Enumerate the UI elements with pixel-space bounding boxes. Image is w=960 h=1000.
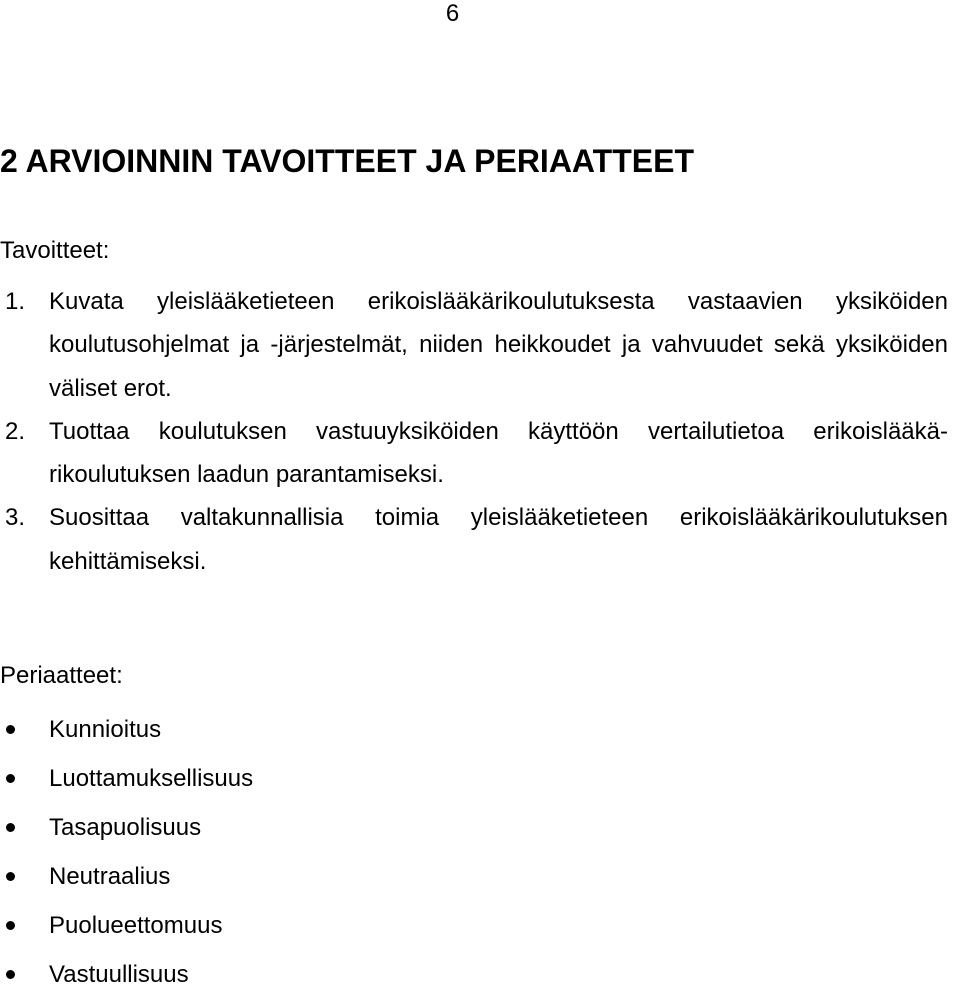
- principle-item: [0, 852, 253, 901]
- goal-text: Tuottaa koulutuksen vastuuyksiköiden käyttöön vertailutietoa erikoislääkärikoulutuksen laadun parantamiseksi.: [49, 417, 948, 489]
- principle-text: Neutraalius: [49, 863, 171, 891]
- principle-item: [0, 901, 253, 950]
- goal-number: 1.: [5, 288, 26, 315]
- principles-list: [0, 705, 253, 1000]
- bullet-icon: [6, 823, 15, 832]
- bullet-icon: [6, 921, 15, 930]
- principle-text: Luottamuksellisuus: [49, 765, 254, 793]
- bullet-icon: [6, 872, 15, 881]
- principle-item: [0, 803, 253, 852]
- goal-text: Kuvata yleislääketieteen erikoislääkärikoulutuksesta vastaavien yksiköiden koulutusohjelmat ja -järjestelmät, niiden heikkoudet ja vahvuudet sekä yksiköiden väliset erot.: [49, 288, 948, 402]
- goal-number: 3.: [5, 504, 26, 532]
- principle-item: [0, 705, 253, 754]
- principle-text: Vastuullisuus: [49, 961, 189, 989]
- goals-list: [0, 280, 948, 583]
- goal-item: [0, 280, 948, 410]
- page-number: 6: [445, 0, 460, 27]
- goal-item: [0, 410, 948, 497]
- principle-item: [0, 754, 253, 803]
- bullet-icon: [6, 725, 15, 734]
- goal-number: 2.: [5, 417, 26, 445]
- goal-text: Suosittaa valtakunnallisia toimia yleislääketieteen erikoislääkärikoulutuksen kehittämiseksi.: [49, 504, 948, 575]
- goals-label: Tavoitteet:: [0, 237, 110, 264]
- principle-text: Tasapuolisuus: [49, 814, 202, 842]
- principle-text: Puolueettomuus: [49, 912, 223, 940]
- principle-text: Kunnioitus: [49, 716, 162, 743]
- goal-item: [0, 496, 948, 583]
- section-heading: 2 ARVIOINNIN TAVOITTEET JA PERIAATTEET: [0, 143, 694, 179]
- bullet-icon: [6, 774, 15, 783]
- principle-item: [0, 950, 253, 999]
- principles-label: Periaatteet:: [0, 662, 123, 689]
- bullet-icon: [6, 970, 15, 979]
